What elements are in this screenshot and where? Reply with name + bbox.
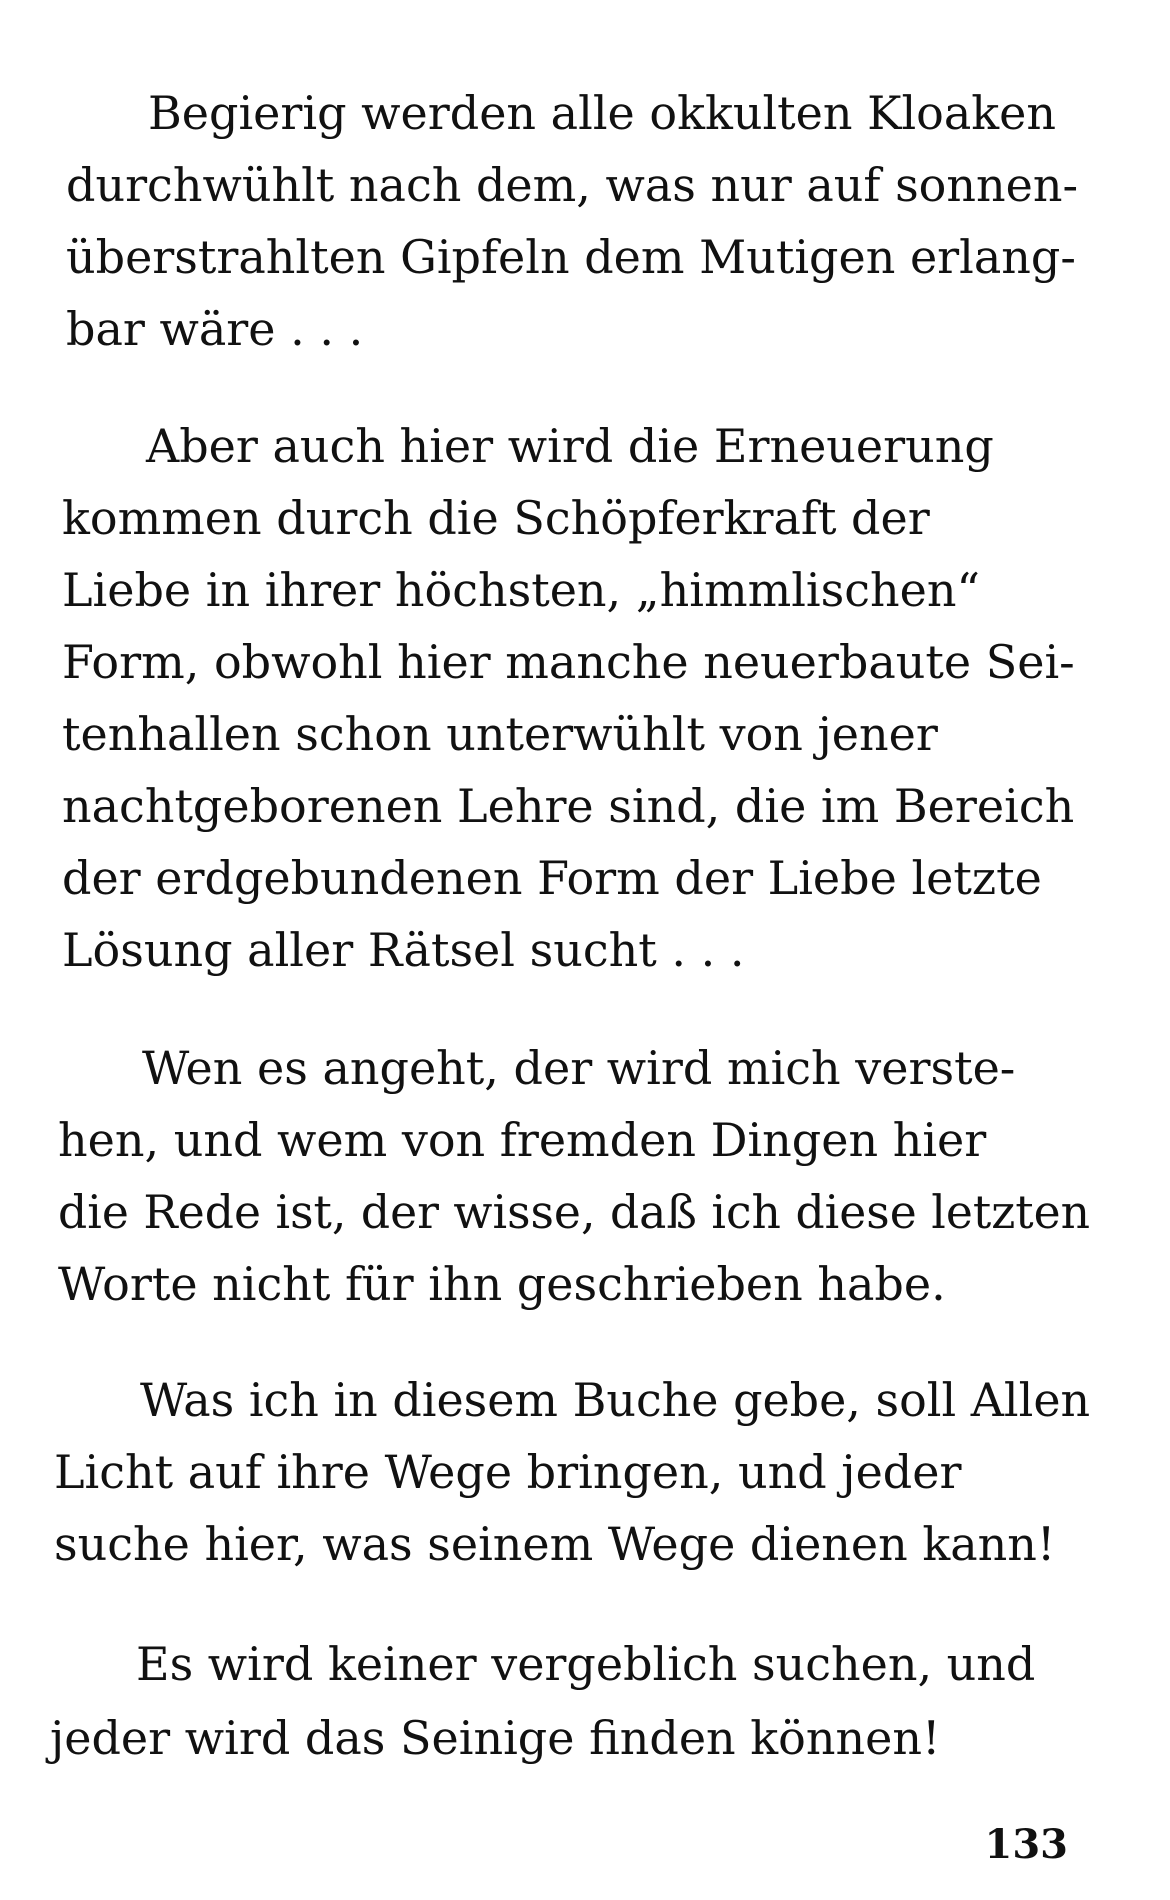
text-line: tenhallen schon unterwühlt von jener — [62, 707, 938, 761]
text-line: Licht auf ihre Wege bringen, und jeder — [54, 1445, 962, 1499]
page-number: 133 — [984, 1821, 1068, 1868]
text-line: durchwühlt nach dem, was nur auf sonnen- — [66, 158, 1079, 212]
text-line: hen, und wem von fremden Dingen hier — [58, 1113, 987, 1167]
text-line: Begierig werden alle okkulten Kloaken — [148, 86, 1057, 140]
text-line: Lösung aller Rätsel sucht . . . — [62, 923, 745, 977]
text-line: Form, obwohl hier manche neuerbaute Sei- — [62, 635, 1075, 689]
text-line: überstrahlten Gipfeln dem Mutigen erlang- — [66, 230, 1076, 284]
text-line: Es wird keiner vergeblich suchen, und — [136, 1637, 1036, 1691]
text-line: jeder wird das Seinige finden können! — [50, 1711, 941, 1765]
text-line: kommen durch die Schöpferkraft der — [62, 491, 930, 545]
text-line: die Rede ist, der wisse, daß ich diese letzten — [58, 1185, 1091, 1239]
text-line: nachtgeborenen Lehre sind, die im Bereich — [62, 779, 1075, 833]
text-line: bar wäre . . . — [66, 302, 364, 356]
text-line: suche hier, was seinem Wege dienen kann! — [54, 1517, 1056, 1571]
text-line: Was ich in diesem Buche gebe, soll Allen — [140, 1373, 1091, 1427]
text-line: Liebe in ihrer höchsten, „himmlischen“ — [62, 563, 980, 617]
text-line: Worte nicht für ihn geschrieben habe. — [58, 1257, 946, 1311]
text-line: der erdgebundenen Form der Liebe letzte — [62, 851, 1042, 905]
text-line: Wen es angeht, der wird mich verste- — [142, 1041, 1016, 1095]
text-line: Aber auch hier wird die Erneuerung — [146, 419, 994, 473]
